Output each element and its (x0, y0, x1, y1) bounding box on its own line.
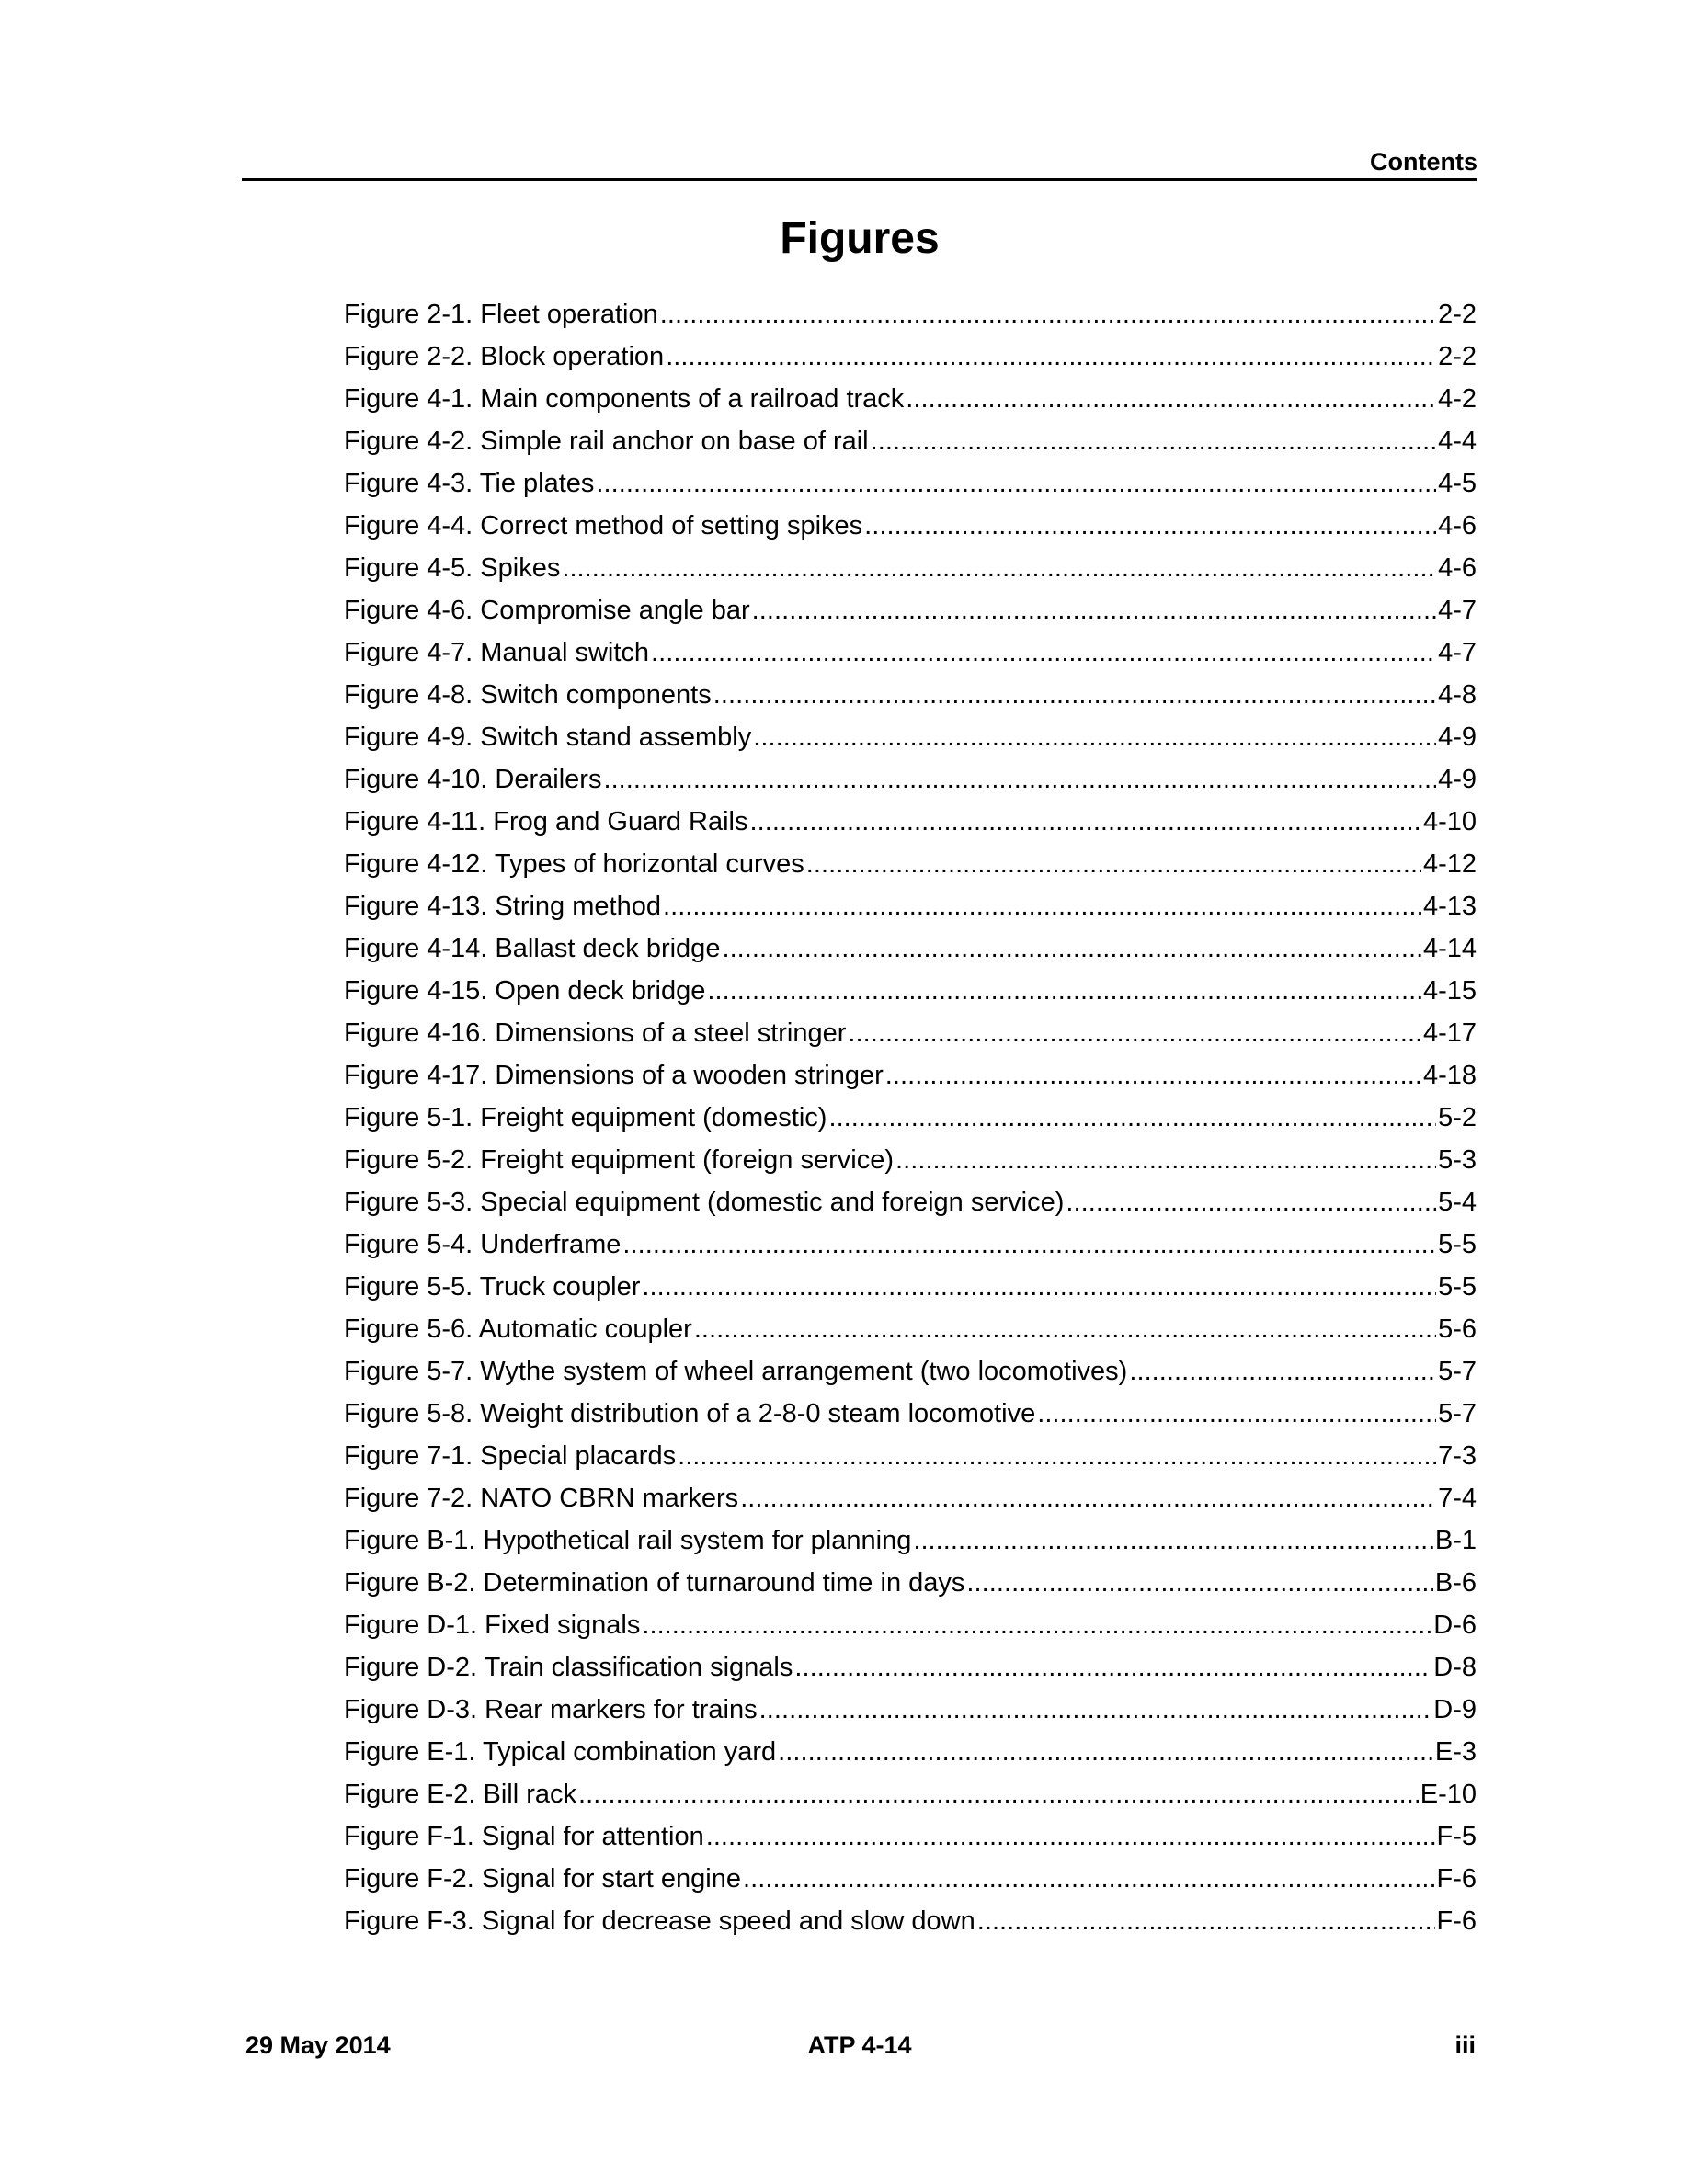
figure-entry-label: Figure 4-9. Switch stand assembly (344, 722, 752, 752)
dot-leader (806, 843, 1421, 885)
dot-leader (913, 1519, 1433, 1562)
dot-leader (750, 801, 1421, 843)
figure-entry-label: Figure 2-1. Fleet operation (344, 300, 658, 329)
figures-list (344, 293, 1477, 1942)
figure-entry-page-number: 4-13 (1422, 892, 1477, 921)
figure-entry-label: Figure D-2. Train classification signals (344, 1653, 793, 1682)
figure-entry[interactable] (344, 1773, 1477, 1815)
figure-entry-page-number: B-1 (1434, 1526, 1477, 1555)
dot-leader (562, 547, 1436, 589)
figure-entry-label: Figure 7-1. Special placards (344, 1441, 677, 1471)
figure-entry[interactable] (344, 1815, 1477, 1858)
footer-page-number: iii (1454, 2031, 1476, 2059)
figure-entry-label: Figure 4-8. Switch components (344, 680, 712, 710)
footer-publication: ATP 4-14 (807, 2031, 912, 2059)
figure-entry-label: Figure E-2. Bill rack (344, 1780, 577, 1809)
figure-entry[interactable] (344, 378, 1477, 420)
dot-leader (752, 589, 1436, 631)
figure-entry[interactable] (344, 1519, 1477, 1562)
dot-leader (651, 631, 1436, 674)
footer-date: 29 May 2014 (245, 2031, 391, 2059)
figure-entry-label: Figure 2-2. Block operation (344, 342, 665, 371)
figure-entry[interactable] (344, 1181, 1477, 1223)
figure-entry-page-number: D-8 (1433, 1653, 1477, 1682)
dot-leader (578, 1773, 1419, 1815)
figure-entry-page-number: 5-7 (1438, 1357, 1477, 1386)
figure-entry-label: Figure 5-2. Freight equipment (foreign service) (344, 1145, 894, 1175)
figure-entry-page-number: 7-3 (1438, 1441, 1477, 1471)
figure-entry[interactable] (344, 1350, 1477, 1393)
dot-leader (740, 1477, 1436, 1519)
figure-entry-page-number: F-5 (1436, 1822, 1477, 1851)
figure-entry-page-number: 2-2 (1438, 342, 1477, 371)
dot-leader (1129, 1350, 1436, 1393)
figure-entry[interactable] (344, 1223, 1477, 1266)
figure-entry-label: Figure 4-16. Dimensions of a steel stringer (344, 1018, 847, 1048)
figure-entry[interactable] (344, 927, 1477, 970)
dot-leader (759, 1689, 1432, 1731)
figure-entry-label: Figure 4-2. Simple rail anchor on base of rail (344, 427, 869, 456)
dot-leader (906, 378, 1436, 420)
figure-entry-label: Figure 5-1. Freight equipment (domestic) (344, 1103, 827, 1132)
figure-entry[interactable] (344, 631, 1477, 674)
figure-entry-page-number: 4-9 (1438, 765, 1477, 794)
figure-entry-label: Figure 5-8. Weight distribution of a 2-8-0 steam locomotive (344, 1399, 1036, 1428)
dot-leader (1037, 1393, 1436, 1435)
figure-entry-page-number: 4-6 (1438, 511, 1477, 540)
figure-entry[interactable] (344, 589, 1477, 631)
dot-leader (707, 970, 1421, 1012)
figure-entry-label: Figure F-1. Signal for attention (344, 1822, 704, 1851)
figure-entry-label: Figure 5-5. Truck coupler (344, 1272, 641, 1302)
dot-leader (828, 1097, 1436, 1139)
figure-entry-label: Figure 4-5. Spikes (344, 553, 561, 583)
figure-entry-label: Figure B-1. Hypothetical rail system for planning (344, 1526, 912, 1555)
figure-entry[interactable] (344, 420, 1477, 462)
figure-entry[interactable] (344, 1012, 1477, 1054)
dot-leader (678, 1435, 1436, 1477)
figure-entry[interactable] (344, 1900, 1477, 1942)
figure-entry[interactable] (344, 462, 1477, 505)
figure-entry-label: Figure 4-10. Derailers (344, 765, 602, 794)
figure-entry-label: Figure D-3. Rear markers for trains (344, 1695, 758, 1724)
figure-entry-page-number: 4-7 (1438, 596, 1477, 625)
figure-entry-page-number: 5-7 (1438, 1399, 1477, 1428)
figure-entry-label: Figure 5-6. Automatic coupler (344, 1314, 692, 1344)
figure-entry[interactable] (344, 336, 1477, 378)
figure-entry-page-number: 5-6 (1438, 1314, 1477, 1344)
figure-entry-label: Figure 4-7. Manual switch (344, 638, 650, 667)
figure-entry-label: Figure 5-3. Special equipment (domestic and foreign service) (344, 1188, 1065, 1217)
figure-entry-page-number: 4-9 (1438, 722, 1477, 752)
figure-entry-page-number: 4-4 (1438, 427, 1477, 456)
figure-entry[interactable] (344, 758, 1477, 801)
dot-leader (694, 1308, 1436, 1350)
figure-entry-label: Figure E-1. Typical combination yard (344, 1737, 777, 1767)
figure-entry[interactable] (344, 1646, 1477, 1689)
figure-entry-page-number: 4-10 (1422, 807, 1477, 836)
running-head-section-title: Contents (1370, 148, 1477, 176)
page-title: Figures (780, 214, 940, 263)
figure-entry-label: Figure 7-2. NATO CBRN markers (344, 1484, 739, 1513)
figure-entry-label: Figure F-2. Signal for start engine (344, 1864, 741, 1894)
dot-leader (622, 1223, 1436, 1266)
figure-entry[interactable] (344, 970, 1477, 1012)
figure-entry[interactable] (344, 1477, 1477, 1519)
dot-leader (1066, 1181, 1436, 1223)
dot-leader (864, 505, 1436, 547)
figure-entry[interactable] (344, 1858, 1477, 1900)
figure-entry[interactable] (344, 1435, 1477, 1477)
figure-entry-page-number: 2-2 (1438, 300, 1477, 329)
header-rule (242, 178, 1477, 181)
figure-entry-page-number: 4-12 (1422, 849, 1477, 879)
figure-entry-page-number: 5-5 (1438, 1230, 1477, 1259)
dot-leader (722, 927, 1421, 970)
dot-leader (706, 1815, 1435, 1858)
figure-entry-page-number: 5-3 (1438, 1145, 1477, 1175)
figure-entry[interactable] (344, 716, 1477, 758)
figure-entry-label: Figure F-3. Signal for decrease speed and slow down (344, 1906, 975, 1936)
dot-leader (713, 674, 1436, 716)
figure-entry-page-number: E-3 (1434, 1737, 1477, 1767)
figure-entry-page-number: 4-15 (1422, 976, 1477, 1006)
dot-leader (603, 758, 1436, 801)
figure-entry[interactable] (344, 1604, 1477, 1646)
figure-entry-label: Figure 4-4. Correct method of setting spikes (344, 511, 863, 540)
figure-entry-label: Figure 5-4. Underframe (344, 1230, 622, 1259)
dot-leader (660, 293, 1436, 336)
figure-entry[interactable] (344, 293, 1477, 336)
dot-leader (977, 1900, 1435, 1942)
dot-leader (663, 885, 1421, 927)
figure-entry[interactable] (344, 843, 1477, 885)
figure-entry-page-number: 4-7 (1438, 638, 1477, 667)
dot-leader (778, 1731, 1433, 1773)
figure-entry[interactable] (344, 1393, 1477, 1435)
dot-leader (642, 1266, 1436, 1308)
dot-leader (871, 420, 1436, 462)
figure-entry-label: Figure 4-6. Compromise angle bar (344, 596, 750, 625)
dot-leader (895, 1139, 1436, 1181)
figure-entry-label: Figure 4-1. Main components of a railroad track (344, 384, 905, 414)
figure-entry-label: Figure 4-12. Types of horizontal curves (344, 849, 804, 879)
figure-entry-page-number: 5-4 (1438, 1188, 1477, 1217)
figure-entry-label: Figure 5-7. Wythe system of wheel arrangement (two locomotives) (344, 1357, 1128, 1386)
figure-entry-label: Figure 4-11. Frog and Guard Rails (344, 807, 748, 836)
figure-entry-label: Figure 4-17. Dimensions of a wooden stringer (344, 1061, 884, 1090)
figure-entry-page-number: D-9 (1433, 1695, 1477, 1724)
figure-entry-page-number: 4-17 (1422, 1018, 1477, 1048)
page-footer (242, 2030, 1477, 2061)
dot-leader (885, 1054, 1421, 1097)
figure-entry-page-number: 4-14 (1422, 934, 1477, 963)
figure-entry-page-number: F-6 (1436, 1906, 1477, 1936)
dot-leader (794, 1646, 1431, 1689)
figure-entry[interactable] (344, 1139, 1477, 1181)
figure-entry-page-number: 5-5 (1438, 1272, 1477, 1302)
figure-entry-page-number: F-6 (1436, 1864, 1477, 1894)
figure-entry-page-number: E-10 (1420, 1780, 1477, 1809)
figure-entry-page-number: B-6 (1434, 1568, 1477, 1598)
figure-entry-page-number: 5-2 (1438, 1103, 1477, 1132)
figure-entry[interactable] (344, 1266, 1477, 1308)
dot-leader (596, 462, 1436, 505)
figure-entry[interactable] (344, 674, 1477, 716)
dot-leader (753, 716, 1436, 758)
figure-entry-page-number: 4-5 (1438, 469, 1477, 498)
figure-entry[interactable] (344, 1731, 1477, 1773)
figure-entry-label: Figure B-2. Determination of turnaround time in days (344, 1568, 965, 1598)
figure-entry[interactable] (344, 1562, 1477, 1604)
figure-entry-page-number: 7-4 (1438, 1484, 1477, 1513)
figure-entry[interactable] (344, 1097, 1477, 1139)
figure-entry-page-number: 4-6 (1438, 553, 1477, 583)
figure-entry-label: Figure 4-15. Open deck bridge (344, 976, 706, 1006)
dot-leader (848, 1012, 1421, 1054)
figure-entry-label: Figure 4-14. Ballast deck bridge (344, 934, 721, 963)
dot-leader (666, 336, 1436, 378)
dot-leader (966, 1562, 1432, 1604)
figure-entry-page-number: 4-8 (1438, 680, 1477, 710)
figure-entry[interactable] (344, 547, 1477, 589)
figure-entry[interactable] (344, 505, 1477, 547)
figure-entry-page-number: D-6 (1433, 1610, 1477, 1640)
figure-entry[interactable] (344, 801, 1477, 843)
dot-leader (743, 1858, 1435, 1900)
figure-entry[interactable] (344, 1308, 1477, 1350)
figure-entry[interactable] (344, 885, 1477, 927)
figure-entry[interactable] (344, 1054, 1477, 1097)
figure-entry-label: Figure 4-3. Tie plates (344, 469, 595, 498)
figure-entry-label: Figure 4-13. String method (344, 892, 661, 921)
figure-entry[interactable] (344, 1689, 1477, 1731)
dot-leader (642, 1604, 1431, 1646)
figure-entry-label: Figure D-1. Fixed signals (344, 1610, 641, 1640)
figure-entry-page-number: 4-18 (1422, 1061, 1477, 1090)
figure-entry-page-number: 4-2 (1438, 384, 1477, 414)
